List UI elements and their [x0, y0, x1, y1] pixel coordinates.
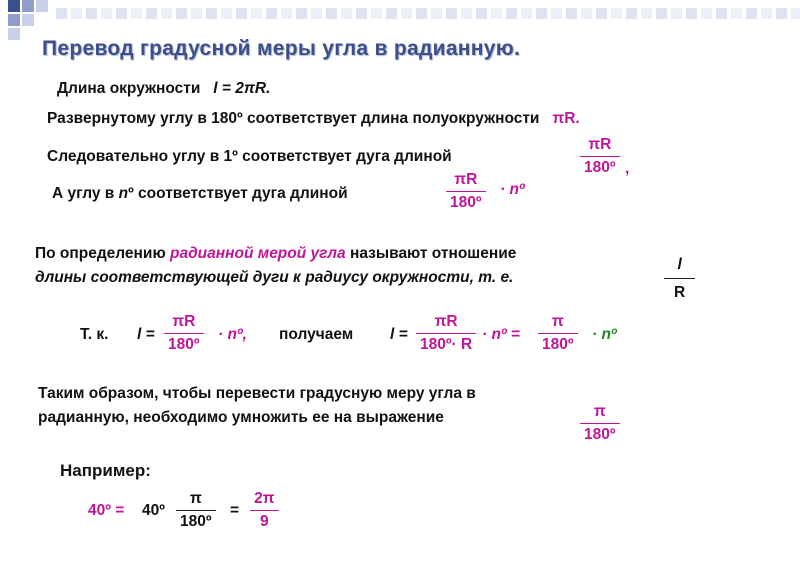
decor-square: [22, 14, 34, 26]
decor-square: [281, 8, 292, 19]
decor-square: [86, 8, 97, 19]
page-title: Перевод градусной меры угла в радианную.: [42, 37, 521, 60]
decor-square: [536, 8, 547, 19]
circumference-text: Длина окружности: [57, 80, 201, 97]
decor-square: [416, 8, 427, 19]
example-result-fraction: [250, 490, 279, 531]
decor-square: [36, 0, 48, 12]
decor-square: [8, 0, 20, 12]
obtain-label: получаем: [279, 326, 354, 343]
fraction-numerator: π: [593, 403, 606, 420]
definition-line-1: [35, 245, 516, 263]
fraction-denominator: 180º: [580, 423, 620, 444]
decor-square: [296, 8, 307, 19]
decor-square: [266, 8, 277, 19]
times-n-result: · nº: [592, 326, 617, 343]
decor-square: [761, 8, 772, 19]
n-degree-fraction: [446, 171, 486, 212]
decor-square: [491, 8, 502, 19]
example-coefficient: 40º: [142, 502, 165, 519]
decor-square: [521, 8, 532, 19]
example-equals: =: [230, 502, 240, 519]
definition-fraction: [664, 256, 695, 302]
definition-text-b: называют отношение: [350, 245, 517, 262]
decor-square: [506, 8, 517, 19]
times-n: · nº: [500, 181, 525, 198]
fraction-denominator: 180º: [176, 510, 216, 531]
decor-square: [641, 8, 652, 19]
fraction-numerator: πR: [454, 171, 478, 188]
fraction-numerator: πR: [172, 313, 196, 330]
times-n-comma: · nº,: [218, 326, 247, 343]
decor-square: [161, 8, 172, 19]
example-heading: Например:: [60, 461, 151, 480]
decor-square: [776, 8, 787, 19]
radian-measure-term: радианной мерой угла: [170, 245, 346, 262]
conclusion-line-1: Таким образом, чтобы перевести градусную меру угла в: [38, 385, 476, 402]
decor-square: [131, 8, 142, 19]
l-equals-2: l =: [390, 326, 408, 343]
circumference-formula: l = 2πR.: [213, 80, 271, 97]
fraction-numerator: l: [677, 256, 682, 273]
decor-square: [8, 28, 20, 40]
formula-fraction-3: [538, 313, 578, 354]
decor-square: [701, 8, 712, 19]
conversion-factor-fraction: [580, 403, 620, 444]
decor-square: [101, 8, 112, 19]
circumference-line: [57, 80, 270, 98]
decor-square: [461, 8, 472, 19]
straight-angle-text: Развернутому углу в 180º соответствует длина полуокружности: [47, 110, 540, 127]
formula-fraction-1: [164, 313, 204, 354]
n-variable: n: [118, 185, 129, 202]
decor-square: [626, 8, 637, 19]
fraction-denominator: 180º: [538, 333, 578, 354]
decor-square: [731, 8, 742, 19]
decor-square: [56, 8, 67, 19]
decor-square: [191, 8, 202, 19]
one-degree-text: Следовательно углу в 1º соответствует дуга длиной: [47, 148, 452, 165]
fraction-denominator: 180º· R: [416, 333, 476, 354]
fraction-numerator: π: [551, 313, 564, 330]
decor-square: [326, 8, 337, 19]
straight-angle-line: [47, 110, 580, 128]
decor-square: [236, 8, 247, 19]
definition-line-2: длины соответствующей дуги к радиусу окружности, т. е.: [35, 269, 514, 286]
example-lhs: 40º =: [88, 502, 125, 519]
decor-square: [596, 8, 607, 19]
times-n-equals: · nº =: [482, 326, 520, 343]
decor-square: [446, 8, 457, 19]
decor-square: [476, 8, 487, 19]
decor-square: [386, 8, 397, 19]
l-equals: l =: [137, 326, 155, 343]
decor-square: [716, 8, 727, 19]
n-degree-line: [52, 185, 348, 203]
decor-square: [206, 8, 217, 19]
decor-square: [71, 8, 82, 19]
decor-square: [566, 8, 577, 19]
decor-square: [176, 8, 187, 19]
decor-square: [551, 8, 562, 19]
fraction-denominator: 180º: [580, 156, 620, 177]
decor-square: [791, 8, 800, 19]
fraction-numerator: πR: [588, 136, 612, 153]
decor-square: [146, 8, 157, 19]
decor-square: [251, 8, 262, 19]
fraction-denominator: 180º: [446, 191, 486, 212]
fraction-denominator: 180º: [164, 333, 204, 354]
fraction-numerator: 2π: [254, 490, 275, 507]
decor-square: [311, 8, 322, 19]
decor-square: [431, 8, 442, 19]
decor-square: [22, 0, 34, 12]
fraction-denominator: R: [664, 278, 695, 302]
decor-square: [371, 8, 382, 19]
decor-square: [746, 8, 757, 19]
decor-square: [341, 8, 352, 19]
decor-square: [611, 8, 622, 19]
decor-square: [656, 8, 667, 19]
decor-square: [221, 8, 232, 19]
n-degree-text: А углу в: [52, 185, 115, 202]
example-fraction-1: [176, 490, 216, 531]
decor-square: [116, 8, 127, 19]
decor-square: [356, 8, 367, 19]
definition-text-a: По определению: [35, 245, 166, 262]
fraction-denominator: 9: [250, 510, 279, 531]
decor-square: [671, 8, 682, 19]
fraction-numerator: πR: [434, 313, 458, 330]
formula-fraction-2: [416, 313, 476, 354]
decor-square: [686, 8, 697, 19]
n-degree-text-2: º соответствует дуга длиной: [128, 185, 348, 202]
decor-square: [401, 8, 412, 19]
comma: ,: [625, 160, 630, 177]
conclusion-line-2: радианную, необходимо умножить ее на выражение: [38, 409, 444, 426]
since-label: Т. к.: [80, 326, 109, 343]
one-degree-fraction: [580, 136, 620, 177]
decor-square: [581, 8, 592, 19]
decor-square: [8, 14, 20, 26]
half-circle-length: πR.: [552, 110, 580, 127]
fraction-numerator: π: [189, 490, 202, 507]
